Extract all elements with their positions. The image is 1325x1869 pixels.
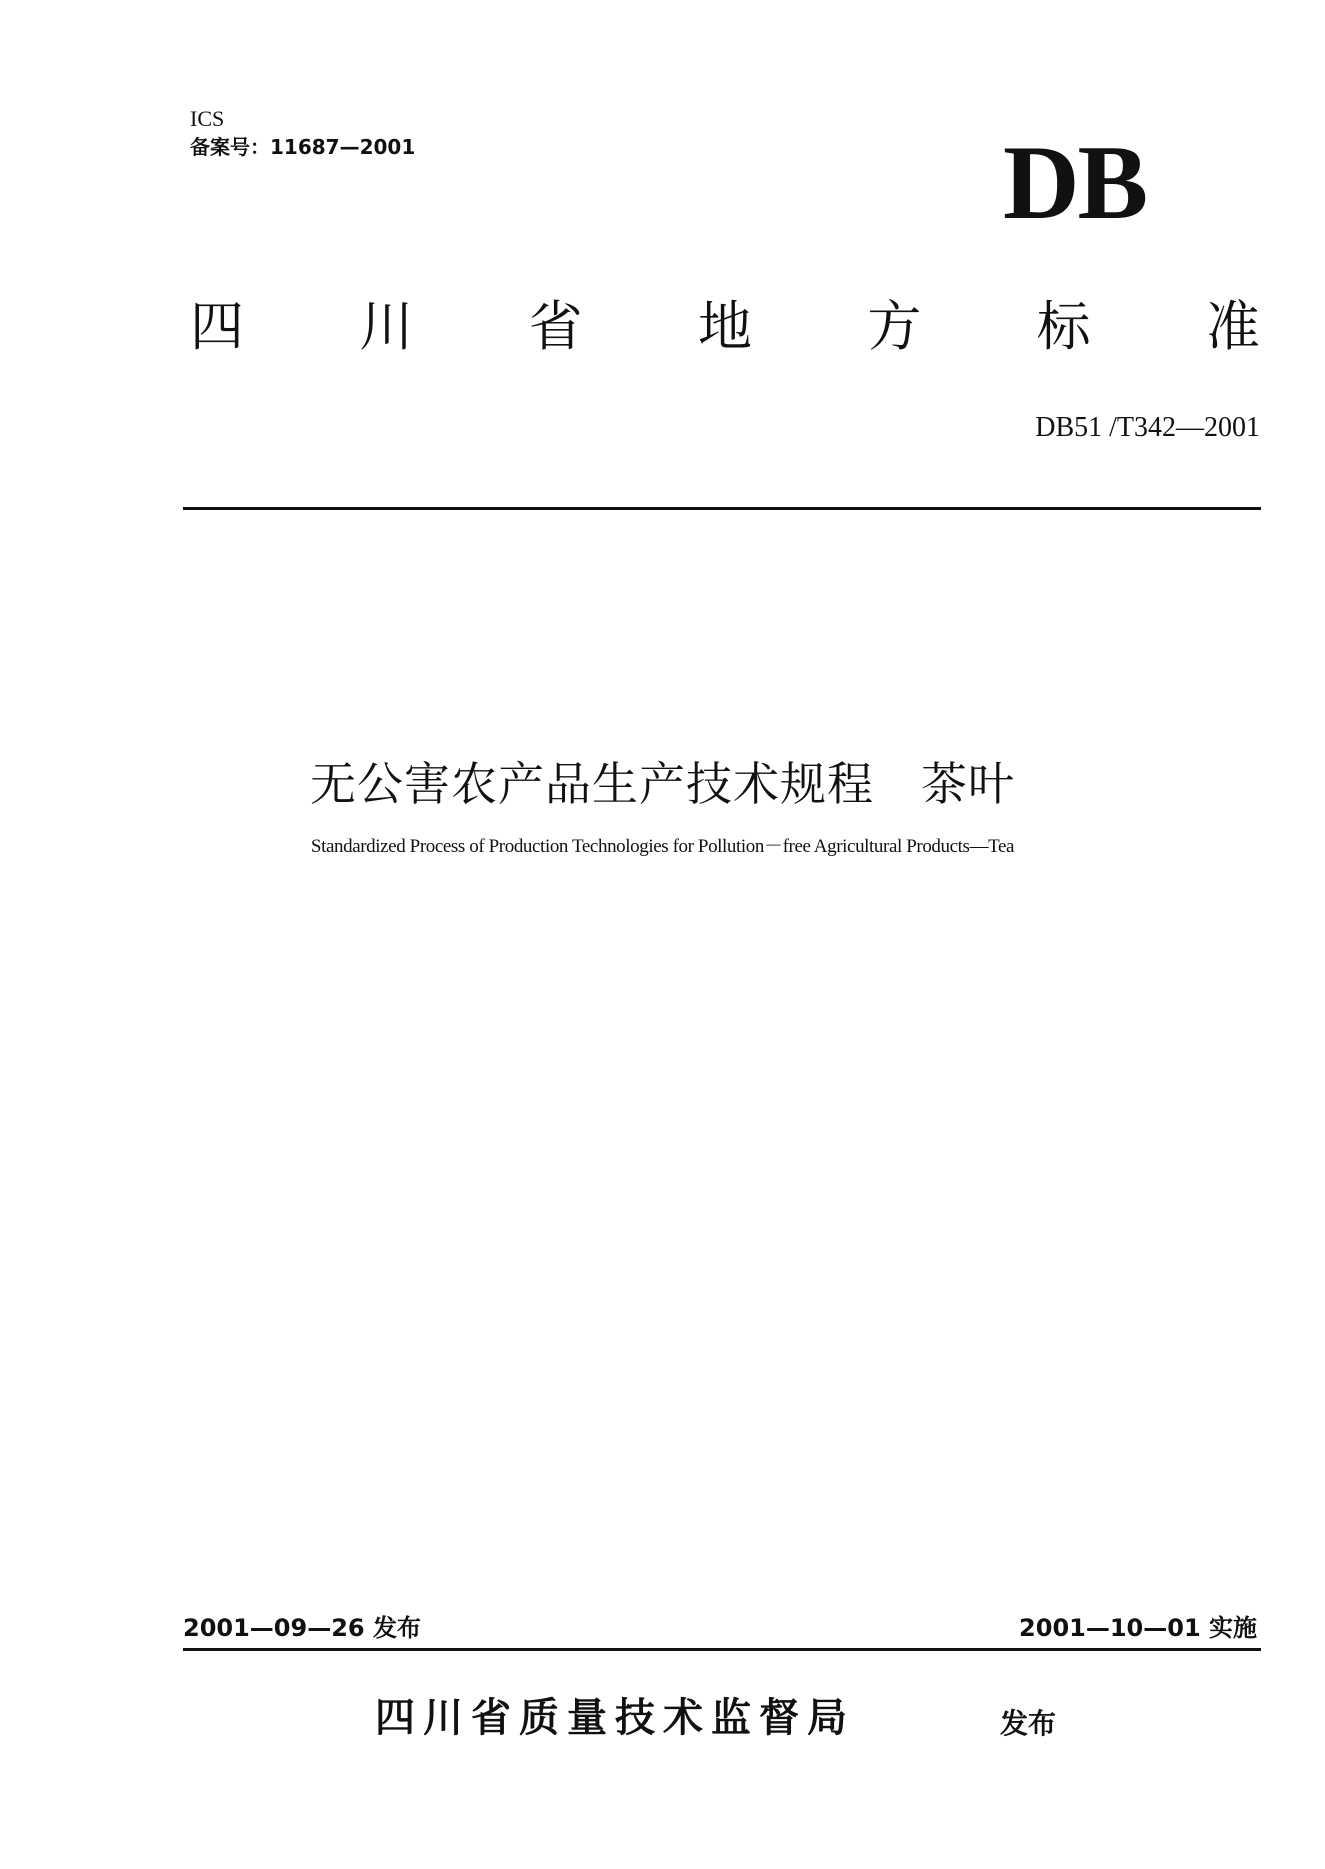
implementation-date: 2001—10—01 实施 — [1019, 1614, 1257, 1642]
standard-class-char: 地 — [697, 295, 752, 358]
standard-class-char: 省 — [528, 295, 583, 358]
ics-label: ICS — [190, 106, 225, 131]
bottom-divider — [183, 1648, 1261, 1651]
standard-class-char: 准 — [1205, 295, 1260, 358]
top-divider — [183, 507, 1261, 510]
document-title-chinese: 无公害农产品生产技术规程 茶叶 — [310, 757, 1015, 811]
standard-class-char: 四 — [190, 295, 244, 358]
publisher-name: 四川省质量技术监督局 — [375, 1695, 855, 1741]
standard-class-char: 方 — [867, 295, 922, 358]
db-mark: DB — [1003, 124, 1147, 241]
document-title-english: Standardized Process of Production Technologies for Pollution－free Agricultural Products—Tea — [310, 836, 1015, 857]
issue-date: 2001—09—26 发布 — [183, 1614, 421, 1642]
standard-number: DB51 /T342—2001 — [1035, 412, 1260, 443]
standard-class-heading — [190, 292, 1260, 362]
standard-class-char: 川 — [359, 295, 414, 358]
filing-number: 备案号：11687—2001 — [190, 135, 416, 159]
standard-class-char: 标 — [1036, 295, 1091, 358]
publish-label: 发布 — [1000, 1707, 1057, 1740]
